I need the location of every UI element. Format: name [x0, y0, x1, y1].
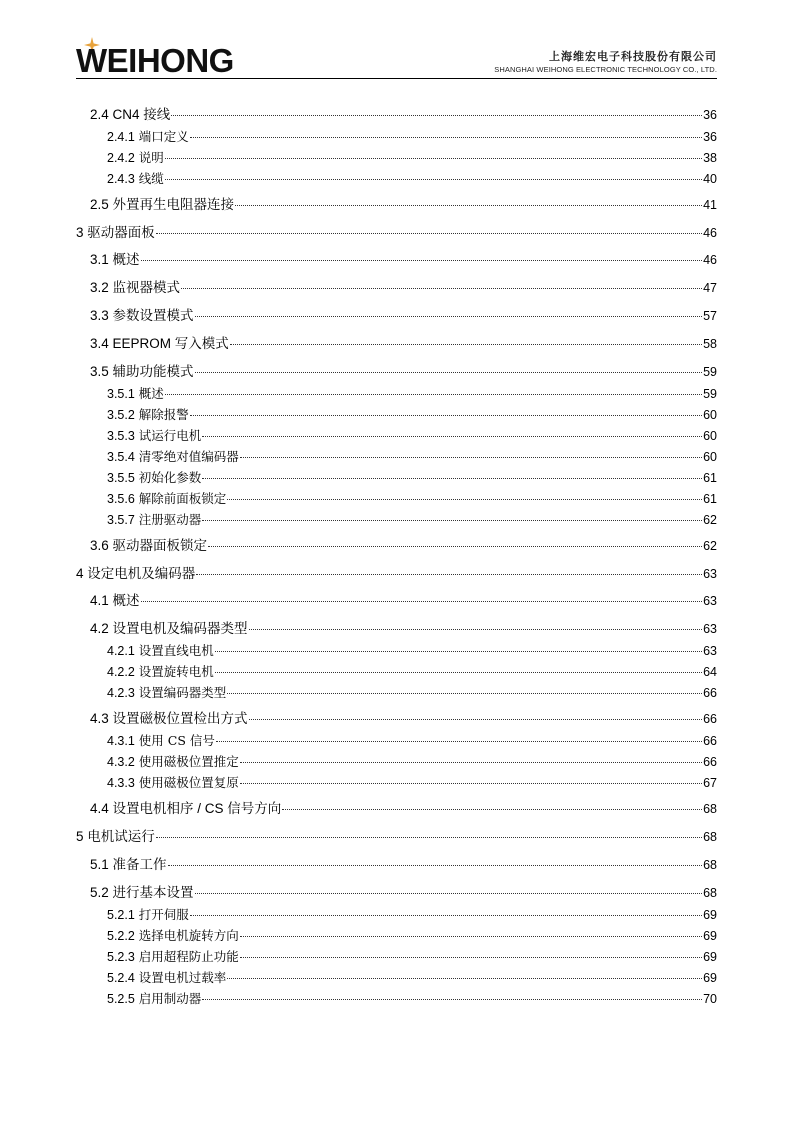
toc-entry-label: [76, 148, 164, 166]
toc-entry[interactable]: [76, 221, 717, 241]
toc-entry-number: 2.4.1: [107, 130, 135, 144]
toc-entry-title: 设置电机及编码器类型: [112, 621, 248, 636]
toc-entry-label: [76, 304, 194, 324]
toc-entry-title: 进行基本设置: [112, 885, 194, 900]
toc-entry-label: [76, 905, 189, 923]
toc-entry[interactable]: [76, 169, 717, 187]
toc-entry[interactable]: [76, 773, 717, 791]
toc-entry[interactable]: [76, 683, 717, 701]
toc-entry-number: 3.5.5: [107, 471, 135, 485]
toc-entry-title: 启用制动器: [138, 991, 202, 1006]
toc-entry-number: 3.5.7: [107, 513, 135, 527]
toc-entry-title: 使用 CS 信号: [138, 733, 215, 748]
toc-entry-number: 4.2: [90, 621, 109, 636]
toc-entry[interactable]: [76, 360, 717, 380]
toc-entry[interactable]: [76, 534, 717, 554]
toc-entry[interactable]: [76, 193, 717, 213]
toc-page-number: 47: [703, 281, 717, 295]
toc-entry-title: 设置电机相序 / CS 信号方向: [112, 801, 282, 816]
toc-entry-label: [76, 589, 140, 609]
toc-entry[interactable]: [76, 304, 717, 324]
toc-entry[interactable]: [76, 468, 717, 486]
toc-entry-title: 使用磁极位置推定: [138, 754, 239, 769]
toc-dot-leader: [227, 693, 702, 694]
toc-entry-label: [76, 617, 248, 637]
toc-dot-leader: [215, 651, 702, 652]
toc-dot-leader: [202, 478, 702, 479]
toc-dot-leader: [195, 372, 703, 373]
toc-dot-leader: [196, 574, 702, 575]
toc-entry-label: [76, 926, 239, 944]
toc-entry-number: 5.2.4: [107, 971, 135, 985]
toc-entry[interactable]: [76, 707, 717, 727]
toc-entry[interactable]: [76, 332, 717, 352]
toc-page-number: 68: [703, 830, 717, 844]
toc-entry-number: 5.2.3: [107, 950, 135, 964]
toc-dot-leader: [156, 233, 702, 234]
toc-entry[interactable]: [76, 641, 717, 659]
toc-entry[interactable]: [76, 103, 717, 123]
toc-entry-number: 5.2: [90, 885, 109, 900]
header-rule: [76, 78, 717, 79]
toc-entry-number: 2.4.3: [107, 172, 135, 186]
toc-page-number: 61: [703, 492, 717, 506]
toc-entry-label: [76, 881, 194, 901]
toc-entry-number: 3.4: [90, 336, 109, 351]
toc-dot-leader: [240, 783, 702, 784]
toc-entry[interactable]: [76, 617, 717, 637]
toc-entry-title: 电机试运行: [87, 829, 155, 844]
toc-page-number: 58: [703, 337, 717, 351]
toc-dot-leader: [195, 893, 703, 894]
toc-entry-title: 端口定义: [138, 129, 189, 144]
toc-entry-number: 3.2: [90, 280, 109, 295]
toc-dot-leader: [249, 629, 703, 630]
company-name-cn: 上海维宏电子科技股份有限公司: [549, 50, 717, 63]
toc-dot-leader: [227, 499, 702, 500]
toc-entry-number: 3.5.6: [107, 492, 135, 506]
toc-dot-leader: [240, 957, 702, 958]
toc-page-number: 60: [703, 450, 717, 464]
toc-entry-number: 4.2.3: [107, 686, 135, 700]
toc-entry-number: 2.5: [90, 197, 109, 212]
toc-entry-number: 3: [76, 225, 84, 240]
toc-entry-number: 4.4: [90, 801, 109, 816]
toc-entry-title: 设定电机及编码器: [87, 566, 196, 581]
toc-entry-number: 4.3.1: [107, 734, 135, 748]
toc-dot-leader: [202, 520, 702, 521]
toc-entry-title: 启用超程防止功能: [138, 949, 239, 964]
toc-page-number: 69: [703, 950, 717, 964]
toc-entry-label: [76, 360, 194, 380]
toc-page-number: 66: [703, 734, 717, 748]
toc-entry-label: [76, 641, 214, 659]
toc-entry[interactable]: [76, 589, 717, 609]
toc-page-number: 60: [703, 408, 717, 422]
toc-entry-title: 监视器模式: [112, 280, 181, 295]
toc-entry[interactable]: [76, 405, 717, 423]
toc-dot-leader: [190, 915, 702, 916]
toc-entry-title: 使用磁极位置复原: [138, 775, 239, 790]
toc-entry-label: [76, 968, 226, 986]
toc-dot-leader: [141, 601, 703, 602]
toc-entry[interactable]: [76, 662, 717, 680]
toc-entry-number: 5: [76, 829, 84, 844]
toc-entry-label: [76, 773, 239, 791]
toc-page-number: 60: [703, 429, 717, 443]
toc-entry-title: 设置电机过载率: [138, 970, 227, 985]
toc-page-number: 63: [703, 644, 717, 658]
toc-dot-leader: [190, 415, 702, 416]
toc-entry-number: 3.5.1: [107, 387, 135, 401]
toc-page-number: 66: [703, 686, 717, 700]
toc-page-number: 57: [703, 309, 717, 323]
toc-page-number: 69: [703, 908, 717, 922]
toc-entry-label: [76, 797, 281, 817]
page-header: [0, 0, 793, 82]
toc-entry-number: 2.4: [90, 107, 109, 122]
toc-page-number: 38: [703, 151, 717, 165]
toc-entry-title: 参数设置模式: [112, 308, 194, 323]
toc-entry-label: [76, 447, 239, 465]
toc-entry[interactable]: [76, 447, 717, 465]
toc-entry-number: 5.2.2: [107, 929, 135, 943]
toc-dot-leader: [156, 837, 702, 838]
toc-entry-label: [76, 683, 226, 701]
toc-entry-title: 设置旋转电机: [138, 664, 214, 679]
toc-entry-label: [76, 489, 226, 507]
toc-entry-title: 设置编码器类型: [138, 685, 227, 700]
toc-page-number: 62: [703, 513, 717, 527]
toc-entry-title: 概述: [112, 252, 140, 267]
toc-entry-title: 打开伺服: [138, 907, 189, 922]
toc-dot-leader: [240, 936, 702, 937]
toc-dot-leader: [181, 288, 702, 289]
toc-entry-title: 注册驱动器: [138, 512, 202, 527]
toc-entry-label: [76, 707, 248, 727]
toc-entry-label: [76, 825, 155, 845]
toc-dot-leader: [195, 316, 703, 317]
toc-page-number: 46: [703, 226, 717, 240]
toc-entry-title: 试运行电机: [138, 428, 202, 443]
toc-page-number: 68: [703, 858, 717, 872]
toc-dot-leader: [240, 457, 702, 458]
toc-entry-title: 驱动器面板: [87, 225, 155, 240]
toc-entry-label: [76, 853, 167, 873]
toc-page-number: 46: [703, 253, 717, 267]
toc-entry-title: 选择电机旋转方向: [138, 928, 239, 943]
toc-entry-number: 4.3: [90, 711, 109, 726]
toc-entry-number: 3.5.4: [107, 450, 135, 464]
toc-entry-title: 概述: [112, 593, 140, 608]
toc-dot-leader: [165, 394, 702, 395]
toc-entry-label: [76, 510, 201, 528]
toc-entry-title: 说明: [138, 150, 164, 165]
toc-entry-label: [76, 468, 201, 486]
toc-dot-leader: [202, 436, 702, 437]
toc-entry-number: 2.4.2: [107, 151, 135, 165]
toc-page-number: 69: [703, 929, 717, 943]
toc-entry-number: 5.2.1: [107, 908, 135, 922]
toc-entry-number: 4: [76, 566, 84, 581]
toc-entry-title: 解除报警: [138, 407, 189, 422]
toc-dot-leader: [216, 741, 702, 742]
toc-page-number: 66: [703, 712, 717, 726]
toc-entry-number: 4.3.2: [107, 755, 135, 769]
toc-entry[interactable]: [76, 797, 717, 817]
toc-entry-label: [76, 332, 229, 352]
toc-entry[interactable]: [76, 426, 717, 444]
toc-dot-leader: [249, 719, 703, 720]
toc-dot-leader: [171, 115, 702, 116]
toc-page-number: 70: [703, 992, 717, 1006]
toc-dot-leader: [215, 672, 702, 673]
toc-entry[interactable]: [76, 752, 717, 770]
toc-entry-title: CN4 接线: [112, 107, 171, 122]
toc-dot-leader: [141, 260, 703, 261]
toc-entry-title: 解除前面板锁定: [138, 491, 227, 506]
company-name-en: SHANGHAI WEIHONG ELECTRONIC TECHNOLOGY CO., LTD.: [494, 65, 717, 74]
toc-entry-number: 3.6: [90, 538, 109, 553]
toc-entry-label: [76, 731, 215, 749]
toc-dot-leader: [165, 158, 702, 159]
toc-entry-number: 5.1: [90, 857, 109, 872]
toc-entry-title: 外置再生电阻器连接: [112, 197, 235, 212]
toc-entry-number: 4.3.3: [107, 776, 135, 790]
toc-entry-label: [76, 426, 201, 444]
toc-page-number: 63: [703, 594, 717, 608]
toc-page-number: 61: [703, 471, 717, 485]
toc-entry-number: 3.5.2: [107, 408, 135, 422]
toc-entry-number: 3.1: [90, 252, 109, 267]
toc-entry-label: [76, 193, 234, 213]
toc-entry-title: 线缆: [138, 171, 164, 186]
toc-entry-label: [76, 384, 164, 402]
toc-entry-title: 准备工作: [112, 857, 167, 872]
company-logo: WEIHONG: [76, 42, 234, 79]
toc-entry-title: 初始化参数: [138, 470, 202, 485]
toc-entry[interactable]: [76, 825, 717, 845]
toc-dot-leader: [190, 137, 702, 138]
toc-entry-label: [76, 221, 155, 241]
toc-entry-number: 4.1: [90, 593, 109, 608]
toc-entry-title: 清零绝对值编码器: [138, 449, 239, 464]
toc-entry-label: [76, 127, 189, 145]
toc-entry-label: [76, 405, 189, 423]
toc-entry-title: 设置磁极位置检出方式: [112, 711, 248, 726]
toc-dot-leader: [282, 809, 702, 810]
toc-entry-number: 3.3: [90, 308, 109, 323]
toc-page-number: 63: [703, 567, 717, 581]
toc-entry-title: 概述: [138, 386, 164, 401]
toc-entry[interactable]: [76, 905, 717, 923]
toc-entry-title: 辅助功能模式: [112, 364, 194, 379]
toc-entry[interactable]: [76, 926, 717, 944]
toc-dot-leader: [240, 762, 702, 763]
toc-dot-leader: [168, 865, 703, 866]
toc-entry-number: 4.2.1: [107, 644, 135, 658]
toc-page-number: 68: [703, 802, 717, 816]
toc-dot-leader: [235, 205, 702, 206]
toc-page-number: 66: [703, 755, 717, 769]
toc-entry[interactable]: [76, 989, 717, 1007]
toc-entry-label: [76, 248, 140, 268]
toc-entry-label: [76, 989, 201, 1007]
toc-entry-label: [76, 752, 239, 770]
toc-dot-leader: [202, 999, 702, 1000]
toc-entry-label: [76, 947, 239, 965]
toc-entry[interactable]: [76, 384, 717, 402]
toc-page-number: 63: [703, 622, 717, 636]
toc-entry-label: [76, 103, 170, 123]
toc-entry-number: 3.5: [90, 364, 109, 379]
toc-dot-leader: [227, 978, 702, 979]
toc-entry-number: 4.2.2: [107, 665, 135, 679]
toc-page-number: 59: [703, 387, 717, 401]
toc-page-number: 36: [703, 130, 717, 144]
toc-entry[interactable]: [76, 510, 717, 528]
toc-entry-label: [76, 662, 214, 680]
toc-entry[interactable]: [76, 947, 717, 965]
toc-entry[interactable]: [76, 248, 717, 268]
toc-dot-leader: [165, 179, 702, 180]
toc-entry-title: 驱动器面板锁定: [112, 538, 208, 553]
toc-entry[interactable]: [76, 489, 717, 507]
toc-entry-title: 设置直线电机: [138, 643, 214, 658]
toc-page-number: 67: [703, 776, 717, 790]
toc-entry-label: [76, 276, 180, 296]
toc-page-number: 69: [703, 971, 717, 985]
toc-entry[interactable]: [76, 968, 717, 986]
toc-entry[interactable]: [76, 731, 717, 749]
toc-entry[interactable]: [76, 276, 717, 296]
toc-entry-number: 3.5.3: [107, 429, 135, 443]
toc-dot-leader: [208, 546, 702, 547]
toc-entry-label: [76, 169, 164, 187]
toc-page-number: 64: [703, 665, 717, 679]
toc-page-number: 68: [703, 886, 717, 900]
toc-page-number: 40: [703, 172, 717, 186]
toc-page-number: 62: [703, 539, 717, 553]
toc-entry[interactable]: [76, 881, 717, 901]
toc-entry[interactable]: [76, 562, 717, 582]
toc-page-number: 59: [703, 365, 717, 379]
toc-page-number: 36: [703, 108, 717, 122]
toc-entry[interactable]: [76, 853, 717, 873]
toc-dot-leader: [230, 344, 702, 345]
toc-entry[interactable]: [76, 148, 717, 166]
toc-page-number: 41: [703, 198, 717, 212]
toc-entry-label: [76, 534, 207, 554]
toc-entry[interactable]: [76, 127, 717, 145]
toc-entry-label: [76, 562, 195, 582]
toc-entry-title: EEPROM 写入模式: [112, 336, 229, 351]
toc-entry-number: 5.2.5: [107, 992, 135, 1006]
